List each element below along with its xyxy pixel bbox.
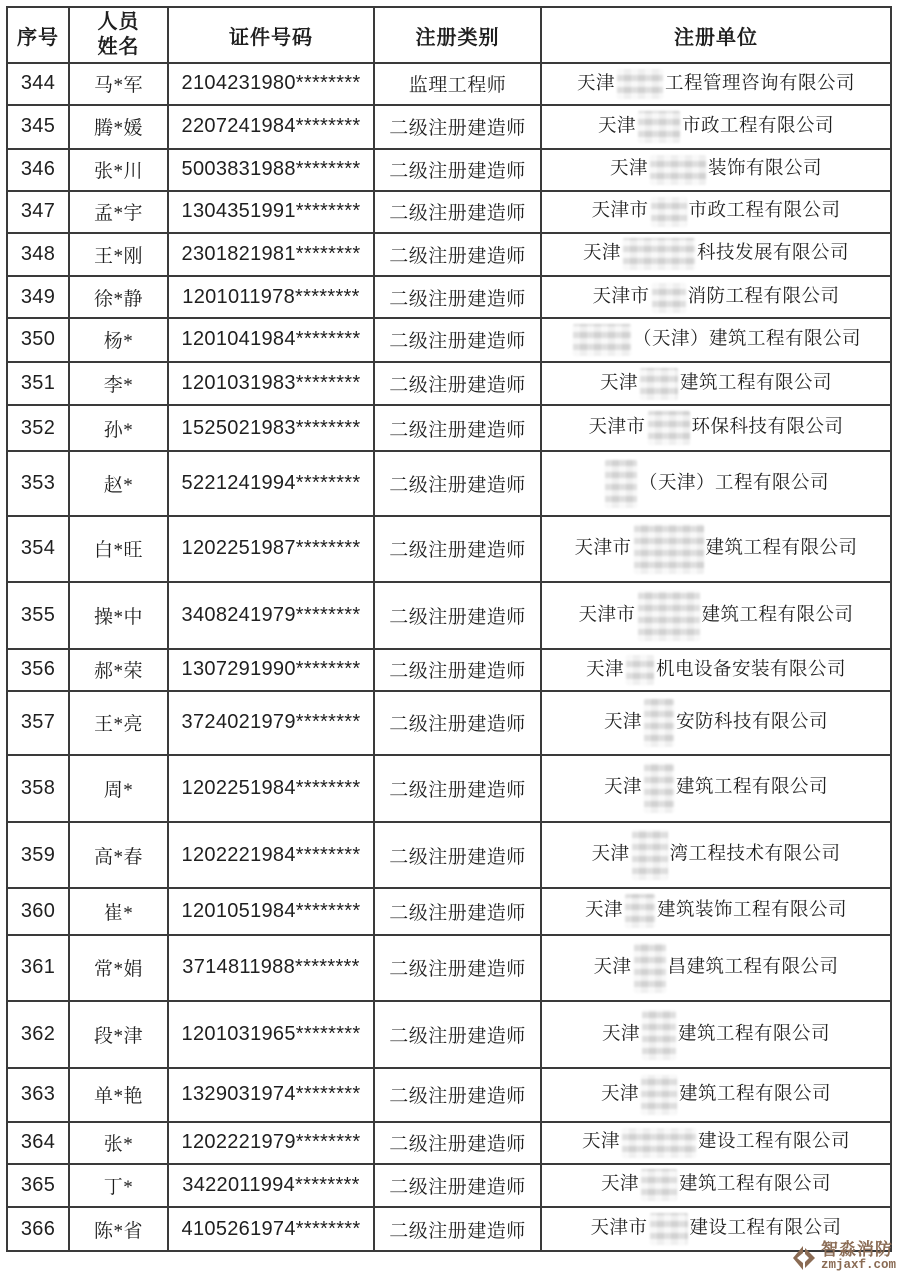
registration-company-cell: [541, 276, 891, 318]
redaction-blur-box: [623, 238, 695, 270]
registration-company-cell: [541, 822, 891, 889]
person-name-cell: 高*春: [69, 822, 168, 889]
redaction-blur-box: [640, 368, 678, 400]
registration-category-cell: 二级注册建造师: [374, 405, 541, 451]
row-index-cell: 361: [7, 935, 69, 1002]
registration-company-cell: [541, 233, 891, 277]
table-row: [7, 362, 891, 406]
company-name-suffix: 建筑工程有限公司: [705, 538, 858, 559]
watermark-text: [821, 1241, 896, 1272]
company-name-suffix: 建设工程有限公司: [698, 1132, 851, 1153]
table-row: [7, 935, 891, 1002]
row-index-cell: 350: [7, 318, 69, 362]
row-index-cell: 360: [7, 888, 69, 934]
company-name-suffix: 机电设备安装有限公司: [656, 659, 847, 680]
person-name-cell: 腾*媛: [69, 105, 168, 149]
watermark-brand: 智淼消防: [820, 1240, 893, 1259]
redaction-blur-box: [573, 324, 631, 356]
person-name-cell: 白*旺: [69, 516, 168, 583]
table-row: [7, 582, 891, 649]
id-number-cell: 1329031974********: [168, 1068, 374, 1122]
redaction-blur-box: [650, 155, 706, 185]
registration-company-cell: [541, 191, 891, 233]
registration-category-cell: 二级注册建造师: [374, 1164, 541, 1208]
row-index-cell: 348: [7, 233, 69, 277]
company-name-suffix: 安防科技有限公司: [676, 712, 829, 733]
row-index-cell: 352: [7, 405, 69, 451]
id-number-cell: 1202221984********: [168, 822, 374, 889]
person-name-cell: 王*亮: [69, 691, 168, 755]
id-number-cell: 5221241994********: [168, 451, 374, 515]
id-number-cell: 1525021983********: [168, 405, 374, 451]
row-index-cell: 353: [7, 451, 69, 515]
registration-company-cell: [541, 888, 891, 934]
table-row: [7, 191, 891, 233]
registration-company-cell: [541, 1122, 891, 1164]
company-name-suffix: 科技发展有限公司: [697, 243, 850, 264]
company-name-suffix: 建筑工程有限公司: [679, 1174, 832, 1195]
registration-category-cell: 二级注册建造师: [374, 191, 541, 233]
company-name-prefix: 天津: [603, 712, 642, 733]
person-name-cell: 徐*静: [69, 276, 168, 318]
id-number-cell: 1304351991********: [168, 191, 374, 233]
row-index-cell: 363: [7, 1068, 69, 1122]
registration-category-cell: 二级注册建造师: [374, 1207, 541, 1251]
person-name-cell: 崔*: [69, 888, 168, 934]
company-name-prefix: 天津市: [588, 417, 646, 438]
redaction-blur-box: [642, 1010, 676, 1060]
company-name-prefix: 天津: [599, 372, 638, 393]
col-header-category-label: 注册类别: [415, 26, 500, 49]
registration-category-cell: 二级注册建造师: [374, 362, 541, 406]
table-row: [7, 516, 891, 583]
table-row: [7, 276, 891, 318]
registration-category-cell: 二级注册建造师: [374, 888, 541, 934]
company-name-prefix: 天津市: [590, 1218, 648, 1239]
table-row: [7, 1068, 891, 1122]
id-number-cell: 1202251987********: [168, 516, 374, 583]
id-number-cell: 1307291990********: [168, 649, 374, 691]
col-header-index-label: 序号: [17, 26, 59, 49]
registration-category-cell: 二级注册建造师: [374, 1122, 541, 1164]
company-name-suffix: （天津）工程有限公司: [638, 472, 829, 493]
table-row: [7, 405, 891, 451]
registration-category-cell: 二级注册建造师: [374, 276, 541, 318]
table-row: [7, 888, 891, 934]
company-name-suffix: 建筑工程有限公司: [678, 1023, 831, 1044]
company-name-suffix: （天津）建筑工程有限公司: [632, 329, 861, 350]
col-header-index: [7, 7, 69, 63]
company-name-suffix: 建筑装饰工程有限公司: [657, 900, 848, 921]
registration-category-cell: 二级注册建造师: [374, 649, 541, 691]
company-name-suffix: 湾工程技术有限公司: [669, 844, 841, 865]
registration-company-cell: [541, 405, 891, 451]
redaction-blur-box: [626, 655, 654, 685]
registration-category-cell: 二级注册建造师: [374, 233, 541, 277]
company-name-prefix: 天津: [576, 73, 615, 94]
company-name-prefix: 天津: [591, 844, 630, 865]
table-row: [7, 1122, 891, 1164]
row-index-cell: 359: [7, 822, 69, 889]
registration-company-cell: [541, 935, 891, 1002]
company-name-prefix: 天津: [600, 1174, 639, 1195]
row-index-cell: 351: [7, 362, 69, 406]
table-row: [7, 1207, 891, 1251]
registration-category-cell: 二级注册建造师: [374, 451, 541, 515]
row-index-cell: 362: [7, 1001, 69, 1068]
id-number-cell: 2104231980********: [168, 63, 374, 105]
col-header-id: [168, 7, 374, 63]
col-header-name: [69, 7, 168, 63]
person-name-cell: 赵*: [69, 451, 168, 515]
registration-category-cell: 二级注册建造师: [374, 935, 541, 1002]
company-name-suffix: 市政工程有限公司: [688, 201, 841, 222]
table-row: [7, 318, 891, 362]
person-name-cell: 周*: [69, 755, 168, 822]
company-name-prefix: 天津: [584, 900, 623, 921]
table-row: [7, 105, 891, 149]
registration-company-cell: [541, 582, 891, 649]
col-header-company: [541, 7, 891, 63]
id-number-cell: 1202251984********: [168, 755, 374, 822]
id-number-cell: 2207241984********: [168, 105, 374, 149]
row-index-cell: 356: [7, 649, 69, 691]
redaction-blur-box: [617, 69, 663, 99]
id-number-cell: 1201051984********: [168, 888, 374, 934]
row-index-cell: 358: [7, 755, 69, 822]
row-index-cell: 346: [7, 149, 69, 191]
row-index-cell: 347: [7, 191, 69, 233]
company-name-prefix: 天津: [593, 957, 632, 978]
person-name-cell: 丁*: [69, 1164, 168, 1208]
registration-company-cell: [541, 691, 891, 755]
company-name-prefix: 天津: [585, 659, 624, 680]
table-row: [7, 149, 891, 191]
registration-company-cell: [541, 63, 891, 105]
person-name-cell: 李*: [69, 362, 168, 406]
person-name-cell: 张*: [69, 1122, 168, 1164]
redaction-blur-box: [634, 943, 666, 993]
company-name-suffix: 环保科技有限公司: [691, 417, 844, 438]
redaction-blur-box: [651, 197, 687, 227]
person-name-cell: 操*中: [69, 582, 168, 649]
company-name-suffix: 装饰有限公司: [708, 159, 823, 180]
table-row: [7, 63, 891, 105]
id-number-cell: 1201011978********: [168, 276, 374, 318]
col-header-category: [374, 7, 541, 63]
company-name-prefix: 天津市: [578, 604, 636, 625]
registration-company-cell: [541, 649, 891, 691]
registration-category-cell: 二级注册建造师: [374, 822, 541, 889]
person-name-cell: 杨*: [69, 318, 168, 362]
row-index-cell: 349: [7, 276, 69, 318]
company-name-prefix: 天津: [581, 1132, 620, 1153]
redaction-blur-box: [638, 591, 700, 641]
row-index-cell: 365: [7, 1164, 69, 1208]
id-number-cell: 2301821981********: [168, 233, 374, 277]
company-name-prefix: 天津: [597, 116, 636, 137]
registration-category-cell: 二级注册建造师: [374, 755, 541, 822]
registration-company-cell: [541, 1164, 891, 1208]
table-row: [7, 649, 891, 691]
id-number-cell: 1201031965********: [168, 1001, 374, 1068]
registration-category-cell: 二级注册建造师: [374, 582, 541, 649]
company-name-suffix: 建筑工程有限公司: [701, 604, 854, 625]
table-row: [7, 451, 891, 515]
watermark-domain: zmjaxf.com: [820, 1257, 896, 1272]
registration-category-cell: 二级注册建造师: [374, 1068, 541, 1122]
row-index-cell: 355: [7, 582, 69, 649]
registration-company-cell: [541, 451, 891, 515]
person-name-cell: 孟*宇: [69, 191, 168, 233]
redaction-blur-box: [650, 1213, 688, 1245]
id-number-cell: 1202221979********: [168, 1122, 374, 1164]
person-name-cell: 陈*省: [69, 1207, 168, 1251]
table-header-row: [7, 7, 891, 63]
redaction-blur-box: [641, 1075, 677, 1115]
table-row: [7, 822, 891, 889]
table-row: [7, 1001, 891, 1068]
registration-company-cell: [541, 1001, 891, 1068]
person-name-cell: 王*刚: [69, 233, 168, 277]
company-name-suffix: 建筑工程有限公司: [680, 372, 833, 393]
company-name-suffix: 建筑工程有限公司: [676, 777, 829, 798]
registration-category-cell: 二级注册建造师: [374, 105, 541, 149]
registration-company-cell: [541, 1068, 891, 1122]
registration-category-cell: 二级注册建造师: [374, 149, 541, 191]
registration-category-cell: 二级注册建造师: [374, 1001, 541, 1068]
table-row: [7, 233, 891, 277]
redaction-blur-box: [632, 830, 668, 880]
id-number-cell: 3408241979********: [168, 582, 374, 649]
table-row: [7, 755, 891, 822]
row-index-cell: 364: [7, 1122, 69, 1164]
table-row: [7, 1164, 891, 1208]
registration-category-cell: 监理工程师: [374, 63, 541, 105]
row-index-cell: 345: [7, 105, 69, 149]
person-name-cell: 孙*: [69, 405, 168, 451]
company-name-suffix: 消防工程有限公司: [687, 286, 840, 307]
registration-company-cell: [541, 516, 891, 583]
registration-company-cell: [541, 149, 891, 191]
row-index-cell: 344: [7, 63, 69, 105]
registration-company-cell: [541, 755, 891, 822]
person-name-cell: 马*军: [69, 63, 168, 105]
redaction-blur-box: [652, 283, 686, 313]
id-number-cell: 3714811988********: [168, 935, 374, 1002]
redaction-blur-box: [625, 894, 655, 928]
registration-table: [6, 6, 892, 1252]
company-name-prefix: 天津: [609, 159, 648, 180]
company-name-suffix: 市政工程有限公司: [682, 116, 835, 137]
redaction-blur-box: [641, 1169, 677, 1201]
col-header-company-label: 注册单位: [674, 26, 758, 49]
row-index-cell: 357: [7, 691, 69, 755]
company-name-prefix: 天津: [601, 1023, 640, 1044]
company-name-prefix: 天津: [582, 243, 621, 264]
person-name-cell: 常*娟: [69, 935, 168, 1002]
id-number-cell: 3724021979********: [168, 691, 374, 755]
company-name-prefix: 天津: [603, 777, 642, 798]
person-name-cell: 张*川: [69, 149, 168, 191]
redaction-blur-box: [634, 524, 704, 574]
redaction-blur-box: [644, 763, 674, 813]
col-header-id-label: 证件号码: [229, 26, 313, 49]
redaction-blur-box: [622, 1128, 696, 1158]
person-name-cell: 单*艳: [69, 1068, 168, 1122]
company-name-prefix: 天津市: [574, 538, 632, 559]
table-row: [7, 691, 891, 755]
redaction-blur-box: [638, 111, 680, 143]
registration-company-cell: [541, 362, 891, 406]
id-number-cell: 1201031983********: [168, 362, 374, 406]
company-name-suffix: 建筑工程有限公司: [679, 1084, 832, 1105]
redaction-blur-box: [605, 460, 637, 508]
company-name-suffix: 昌建筑工程有限公司: [667, 957, 839, 978]
registration-company-cell: [541, 318, 891, 362]
redaction-blur-box: [644, 699, 674, 747]
company-name-prefix: 天津: [600, 1084, 639, 1105]
person-name-cell: 段*津: [69, 1001, 168, 1068]
registration-company-cell: [541, 105, 891, 149]
registration-category-cell: 二级注册建造师: [374, 318, 541, 362]
col-header-name-label: 人员姓名: [97, 11, 140, 58]
registration-category-cell: 二级注册建造师: [374, 691, 541, 755]
id-number-cell: 5003831988********: [168, 149, 374, 191]
row-index-cell: 354: [7, 516, 69, 583]
registration-category-cell: 二级注册建造师: [374, 516, 541, 583]
company-name-prefix: 天津市: [591, 201, 649, 222]
watermark: [792, 1241, 896, 1272]
id-number-cell: 3422011994********: [168, 1164, 374, 1208]
company-name-suffix: 工程管理咨询有限公司: [665, 73, 856, 94]
row-index-cell: 366: [7, 1207, 69, 1251]
id-number-cell: 4105261974********: [168, 1207, 374, 1251]
zhimiao-logo-icon: [792, 1244, 816, 1272]
company-name-prefix: 天津市: [592, 286, 650, 307]
redaction-blur-box: [648, 411, 690, 445]
id-number-cell: 1201041984********: [168, 318, 374, 362]
company-name-suffix: 建设工程有限公司: [689, 1218, 842, 1239]
person-name-cell: 郝*荣: [69, 649, 168, 691]
